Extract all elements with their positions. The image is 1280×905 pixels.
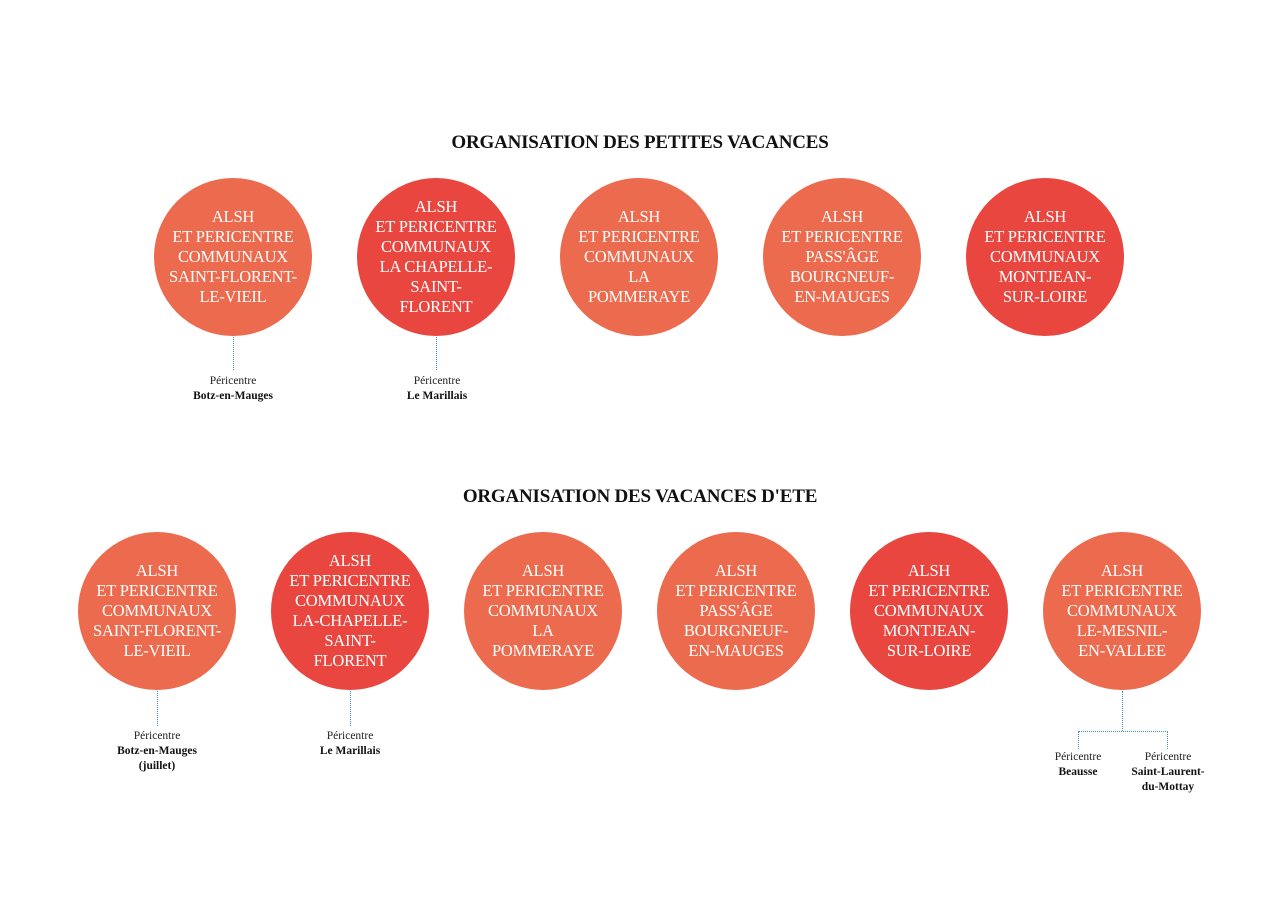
pericentre-place: Saint-Laurent- du-Mottay [1131, 766, 1205, 793]
pericentre-kind: Péricentre [413, 375, 461, 387]
node-label: ALSH ET PERICENTRE PASS'ÂGE BOURGNEUF- EN-MAUGES [781, 207, 903, 306]
pericentre-kind: Péricentre [1144, 751, 1192, 763]
connector-line [350, 691, 351, 726]
pericentre-kind: Péricentre [326, 730, 374, 742]
connector-line [157, 691, 158, 726]
node-montjean-sur-loire [966, 178, 1124, 336]
pericentre-saint-laurent-label [1118, 750, 1218, 795]
node-la-chapelle-saint-florent [357, 178, 515, 336]
pericentre-marillais-label [357, 374, 517, 404]
node-la-chapelle-saint-florent [271, 532, 429, 690]
petites-vacances-title: ORGANISATION DES PETITES VACANCES [451, 132, 829, 153]
node-le-mesnil-en-vallee [1043, 532, 1201, 690]
node-bourgneuf-en-mauges [657, 532, 815, 690]
node-label: ALSH ET PERICENTRE COMMUNAUX MONTJEAN- SUR-LOIRE [984, 207, 1106, 306]
pericentre-botz-label [77, 729, 237, 774]
node-label: ALSH ET PERICENTRE COMMUNAUX LA POMMERAYE [482, 561, 604, 660]
pericentre-place: Botz-en-Mauges (juillet) [117, 745, 197, 772]
node-saint-florent-le-vieil [78, 532, 236, 690]
pericentre-beausse-label [1033, 750, 1123, 780]
node-label: ALSH ET PERICENTRE COMMUNAUX LA POMMERAYE [578, 207, 700, 306]
node-bourgneuf-en-mauges [763, 178, 921, 336]
node-label: ALSH ET PERICENTRE COMMUNAUX LA CHAPELLE- SAINT- FLORENT [375, 197, 497, 316]
pericentre-marillais-label [270, 729, 430, 759]
node-montjean-sur-loire [850, 532, 1008, 690]
pericentre-botz-label [153, 374, 313, 404]
node-label: ALSH ET PERICENTRE COMMUNAUX LA-CHAPELLE- SAINT- FLORENT [289, 551, 411, 670]
node-la-pommeraye [464, 532, 622, 690]
node-label: ALSH ET PERICENTRE COMMUNAUX SAINT-FLORENT- LE-VIEIL [93, 561, 221, 660]
pericentre-kind: Péricentre [133, 730, 181, 742]
connector-line [1122, 691, 1123, 731]
node-la-pommeraye [560, 178, 718, 336]
node-label: ALSH ET PERICENTRE COMMUNAUX SAINT-FLORENT- LE-VIEIL [169, 207, 297, 306]
pericentre-place: Le Marillais [319, 745, 381, 757]
vacances-ete-title: ORGANISATION DES VACANCES D'ETE [462, 486, 818, 507]
node-label: ALSH ET PERICENTRE COMMUNAUX MONTJEAN- SUR-LOIRE [868, 561, 990, 660]
connector-line [233, 337, 234, 370]
pericentre-place: Beausse [1058, 766, 1098, 778]
pericentre-place: Botz-en-Mauges [193, 390, 273, 402]
connector-branch [1078, 731, 1168, 732]
connector-line [436, 337, 437, 370]
connector-line [1078, 731, 1079, 749]
pericentre-place: Le Marillais [406, 390, 468, 402]
pericentre-kind: Péricentre [1054, 751, 1102, 763]
pericentre-kind: Péricentre [209, 375, 257, 387]
node-label: ALSH ET PERICENTRE COMMUNAUX LE-MESNIL- EN-VALLEE [1061, 561, 1183, 660]
node-label: ALSH ET PERICENTRE PASS'ÂGE BOURGNEUF- EN-MAUGES [675, 561, 797, 660]
connector-line [1167, 731, 1168, 749]
node-saint-florent-le-vieil [154, 178, 312, 336]
